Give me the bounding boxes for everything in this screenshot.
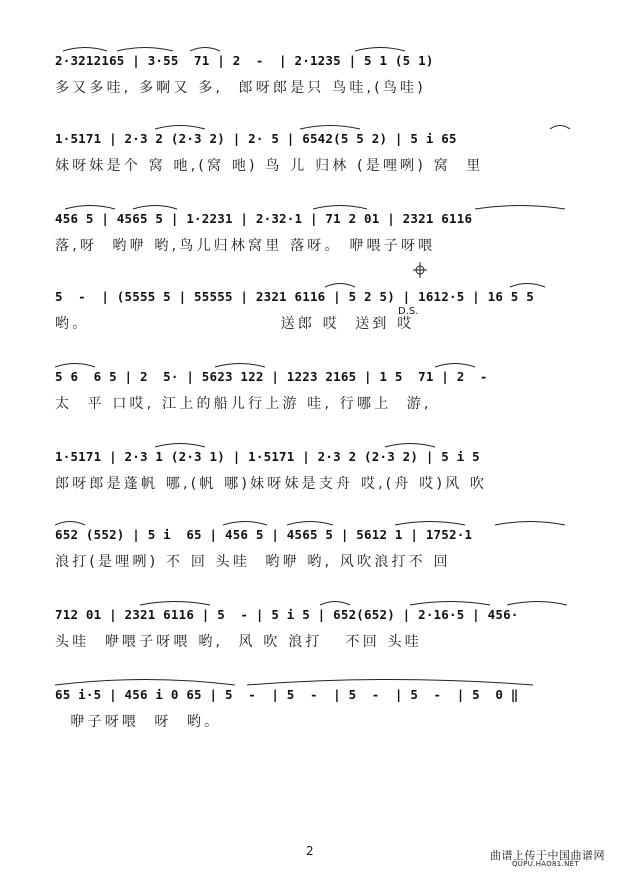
jianpu-notes: 65 i·5 | 456 i 0 65 | 5 - | 5 - | 5 - | 5 - | 5 0 ‖ xyxy=(55,687,519,702)
jianpu-notes: 712 01 | 2321 6116 | 5 - | 5 i 5 | 652(652) | 2·16·5 | 456· xyxy=(55,607,519,622)
jianpu-notes: 5 - | (5555 5 | 55555 | 2321 6116 | 5 2 5) | 1612·5 | 16 5 5 xyxy=(55,289,534,304)
ds-marking: D.S. xyxy=(398,306,419,317)
jianpu-notes: 652 (552) | 5 i 65 | 456 5 | 4565 5 | 5612 1 | 1752·1 xyxy=(55,527,473,542)
lyrics: 头哇 咿喂子呀喂 哟, 风 吹 浪打 不回 头哇 xyxy=(55,634,423,650)
segno-icon xyxy=(413,262,427,278)
jianpu-notes: 456 5 | 4565 5 | 1·2231 | 2·32·1 | 71 2 01 | 2321 6116 xyxy=(55,211,473,226)
jianpu-notes: 5 6 6 5 | 2 5· | 5623 122 | 1223 2165 | 1 5 71 | 2 - xyxy=(55,369,488,384)
jianpu-notes: 1·5171 | 2·3 2 (2·3 2) | 2· 5 | 6542(5 5 2) | 5 i 65 xyxy=(55,131,457,146)
jianpu-notes: 2·3212165 | 3·55 71 | 2 - | 2·1235 | 5 1 (5 1) xyxy=(55,53,434,68)
page-number: 2 xyxy=(306,844,314,858)
lyrics: 太 平 口哎, 江上的船儿行上游 哇, 行哪上 游, xyxy=(55,396,432,412)
lyrics: 哟。 送郎 哎 送到 哎 xyxy=(55,316,415,332)
lyrics: 多又多哇, 多啊又 多, 郎呀郎是只 鸟哇,(鸟哇) xyxy=(55,80,426,96)
watermark-text: 曲谱上传于中国曲谱网 xyxy=(490,849,605,862)
lyrics: 咿子呀喂 呀 哟。 xyxy=(55,714,222,730)
lyrics: 浪打(是哩咧) 不 回 头哇 哟咿 哟, 风吹浪打不 回 xyxy=(55,554,451,570)
lyrics: 郎呀郎是蓬帆 哪,(帆 哪)妹呀妹是支舟 哎,(舟 哎)风 吹 xyxy=(55,476,488,492)
watermark-url: QUPU.HAO81.NET xyxy=(512,860,579,868)
jianpu-notes: 1·5171 | 2·3 1 (2·3 1) | 1·5171 | 2·3 2 (2·3 2) | 5 i 5 xyxy=(55,449,480,464)
lyrics: 落,呀 哟咿 哟,鸟儿归林窝里 落呀。 咿喂子呀喂 xyxy=(55,238,436,254)
lyrics: 妹呀妹是个 窝 吔,(窝 吔) 鸟 儿 归林 (是哩咧) 窝 里 xyxy=(55,158,484,174)
